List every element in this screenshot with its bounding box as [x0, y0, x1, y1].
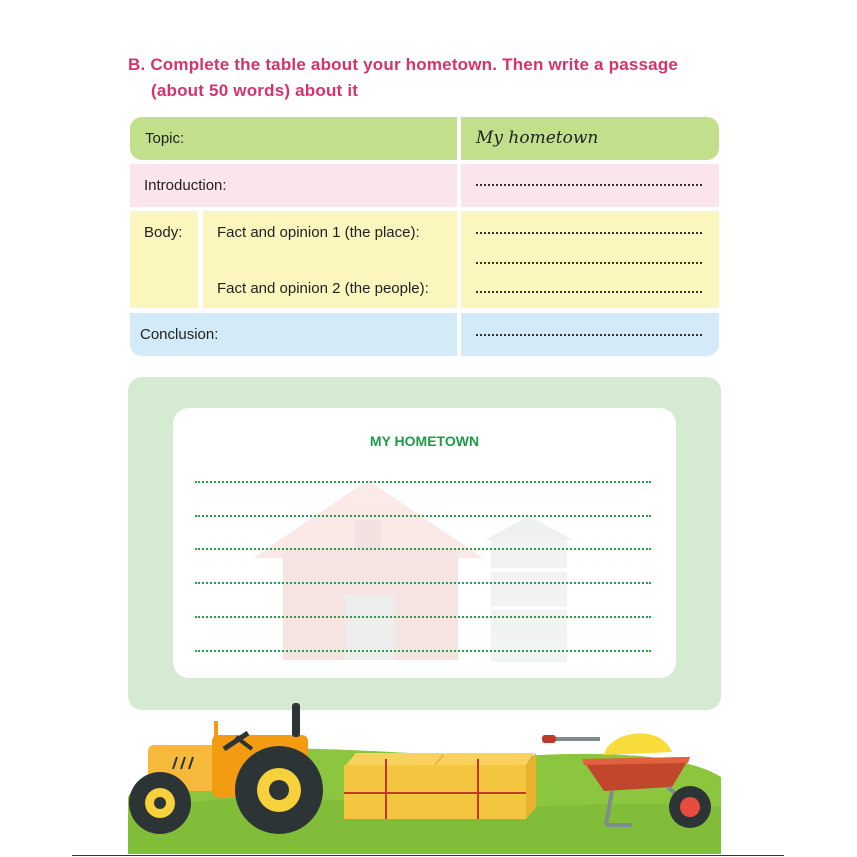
body-answer-cell[interactable]	[461, 211, 719, 308]
fact-1-answer-line-1[interactable]	[476, 232, 702, 234]
writing-line-1[interactable]	[195, 481, 651, 483]
exercise-instruction	[128, 52, 738, 104]
barn-watermark-icon	[253, 480, 483, 660]
introduction-answer-cell[interactable]	[461, 164, 719, 207]
topic-value: My hometown	[476, 128, 599, 148]
introduction-label: Introduction:	[144, 177, 227, 194]
page-bottom-rule	[72, 855, 784, 856]
conclusion-answer-line[interactable]	[476, 334, 702, 336]
introduction-label-cell	[130, 164, 457, 207]
writing-card-title: MY HOMETOWN	[369, 433, 480, 449]
fact-1-answer-line-2[interactable]	[476, 262, 702, 264]
instruction-line-1: B. Complete the table about your hometown. Then write a passage	[128, 55, 679, 74]
instruction-line-2: (about 50 words) about it	[151, 81, 359, 100]
farm-illustration	[0, 697, 857, 857]
writing-line-5[interactable]	[195, 616, 651, 618]
conclusion-label: Conclusion:	[140, 326, 219, 343]
writing-line-3[interactable]	[195, 548, 651, 550]
fact-2-label: Fact and opinion 2 (the people):	[217, 280, 429, 297]
topic-label-cell	[130, 117, 457, 160]
introduction-answer-line[interactable]	[476, 184, 702, 186]
hay-bales-icon	[344, 753, 536, 819]
conclusion-answer-cell[interactable]	[461, 313, 719, 356]
fact-1-label: Fact and opinion 1 (the place):	[217, 224, 420, 241]
silo-watermark-icon	[485, 516, 573, 662]
body-facts-cell	[203, 211, 457, 308]
fact-2-answer-line[interactable]	[476, 291, 702, 293]
writing-line-2[interactable]	[195, 515, 651, 517]
writing-card	[173, 408, 676, 678]
topic-label: Topic:	[145, 130, 185, 147]
conclusion-label-cell	[130, 313, 457, 356]
writing-line-6[interactable]	[195, 650, 651, 652]
writing-line-4[interactable]	[195, 582, 651, 584]
body-label: Body:	[144, 224, 183, 241]
topic-value-cell[interactable]	[461, 117, 719, 160]
body-label-cell	[130, 211, 198, 308]
